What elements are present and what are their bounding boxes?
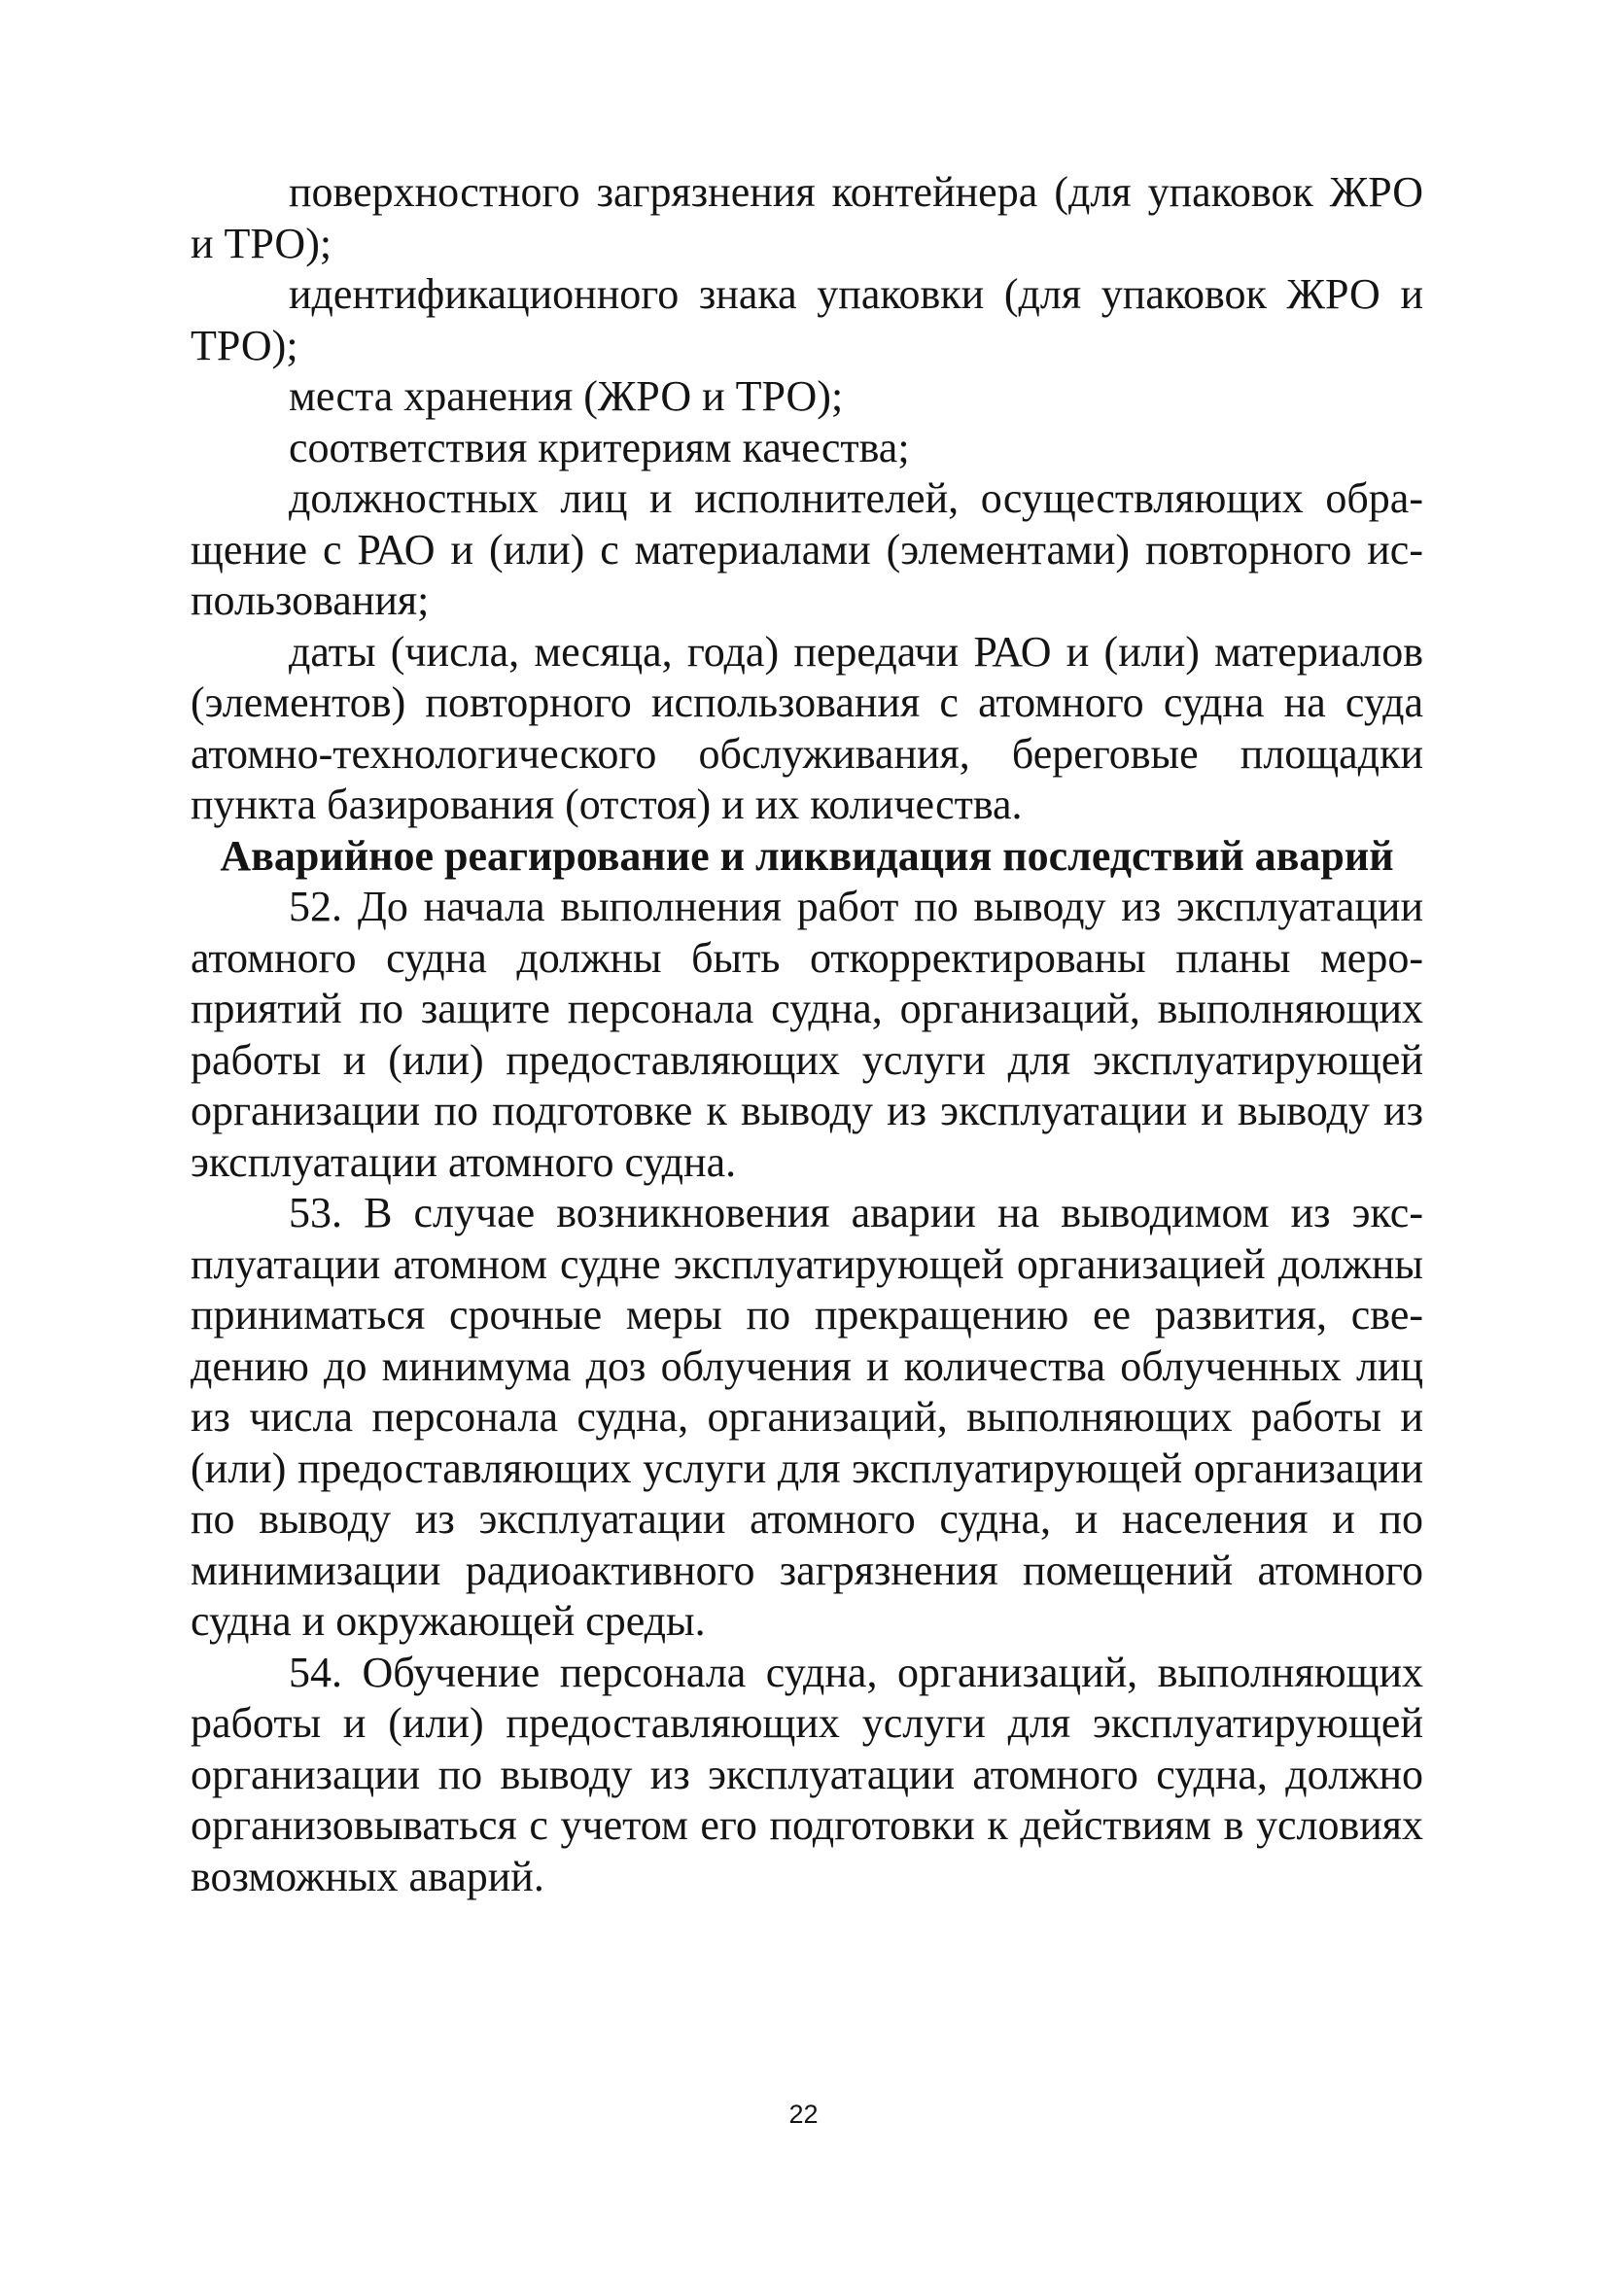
clause-52: 52. До начала выполнения работ по выводу из эксплуатации атомного судна должны быть откорректированы планы мероприятий по защите персонала судна, организаций, выполняющих работы и (или) предоставляющих услуги для эксплуатирующей организации по подготовке к выводу из эксплуатации и выводу из эксплуатации атомного судна. [191,883,1423,1186]
section-heading: Аварийное реагирование и ликвидация последствий аварий [220,831,1394,880]
list-item-storage-location: места хранения (ЖРО и ТРО); [289,372,844,420]
page-number: 22 [788,2100,819,2129]
list-item-officials: должностных лиц и исполнителей, осуществляющих обращение с РАО и (или) с материалами (элементами) повторного использования; [191,474,1423,624]
list-item-surface-contamination: поверхностного загрязнения контейнера (для упаковок ЖРО и ТРО); [191,168,1423,267]
document-body [191,167,1423,1902]
clause-54: 54. Обучение персонала судна, организаций, выполняющих работы и (или) предоставляющих услуги для эксплуатирующей организации по выводу из эксплуатации атомного судна, должно организовываться с учетом его подготовки к действиям в условиях возможных аварий. [191,1648,1423,1900]
list-item-quality-criteria: соответствия критериям качества; [289,423,910,471]
clause-53: 53. В случае возникновения аварии на выводимом из эксплуатации атомном судне эксплуатирующей организацией должны приниматься срочные меры по прекращению ее развития, сведению до минимума доз облучения и количества облученных лиц из числа персонала судна, организаций, выполняющих работы и (или) предоставляющих услуги для эксплуатирующей организации по выводу из эксплуатации атомного судна, и населения и по минимизации радиоактивного загрязнения помещений атомного судна и окружающей среды. [191,1189,1423,1645]
list-item-identification-mark: идентификационного знака упаковки (для упаковок ЖРО и ТРО); [191,270,1423,369]
list-item-transfer-dates: даты (числа, месяца, года) передачи РАО и (или) материалов (элементов) повторного использования с атомного судна на суда атомно-технологического обслуживания, береговые площадки пункта базирования (отстоя) и их количества. [191,627,1423,828]
